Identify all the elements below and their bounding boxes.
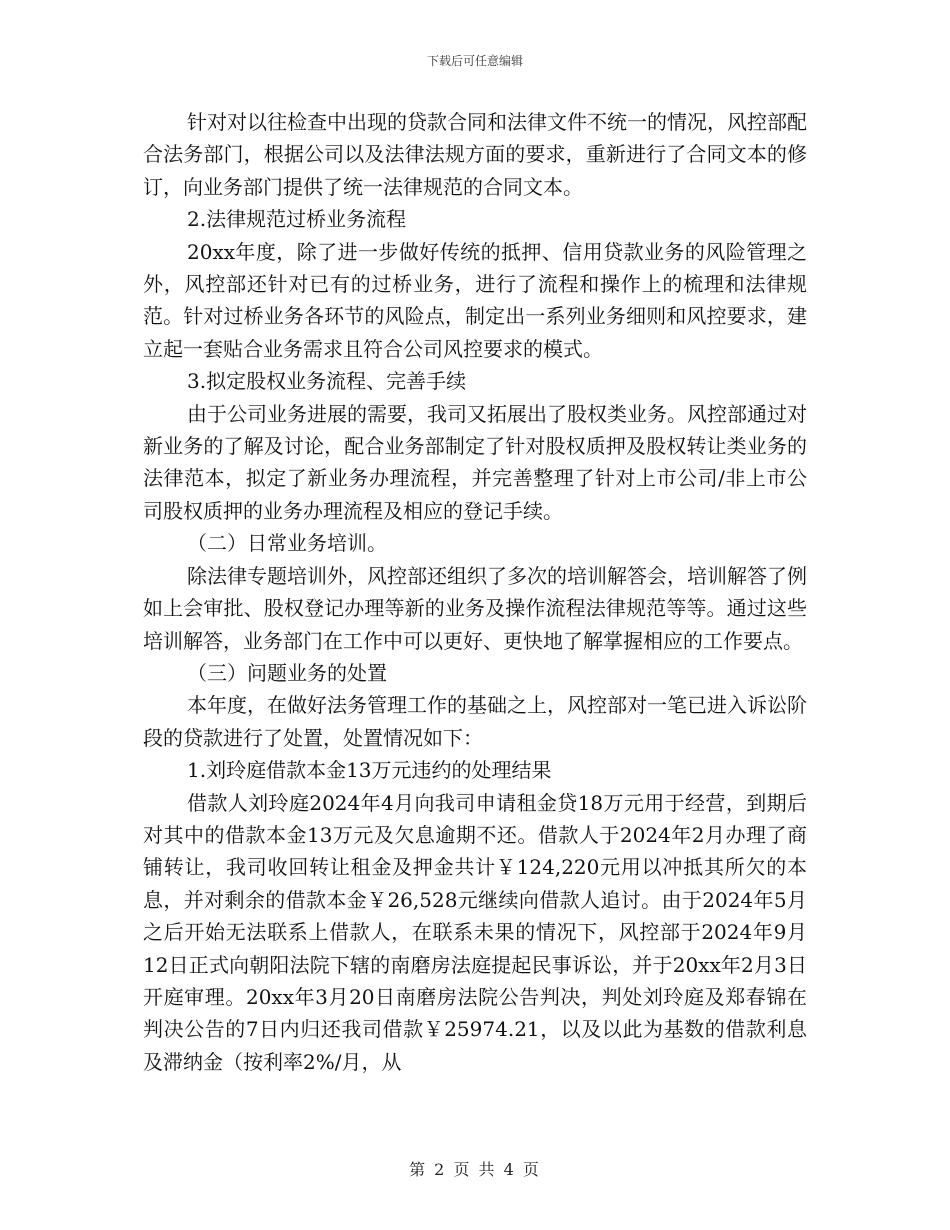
paragraph: 由于公司业务进展的需要，我司又拓展出了股权类业务。风控部通过对新业务的了解及讨论，配合业务部制定了针对股权质押及股权转让类业务的法律范本，拟定了新业务办理流程，并完善整理了针对上市公司/非上市公司股权质押的业务办理流程及相应的登记手续。 (143, 401, 807, 523)
paragraph: 借款人刘玲庭2024年4月向我司申请租金贷18万元用于经营，到期后对其中的借款本金13万元及欠息逾期不还。借款人于2024年2月办理了商铺转让，我司收回转让租金及押金共计￥124,220元用以冲抵其所欠的本息，并对剩余的借款本金￥26,528元继续向借款人追讨。由于2024年5月之后开始无法联系上借款人，在联系未果的情况下，风控部于2024年9月12日正式向朝阳法院下辖的南磨房法庭提起民事诉讼，并于20xx年2月3日开庭审理。20xx年3月20日南磨房法院公告判决，判处刘玲庭及郑春锦在判决公告的7日内归还我司借款￥25974.21，以及以此为基数的借款利息及滞纳金（按利率2%/月，从 (143, 790, 807, 1074)
paragraph: 除法律专题培训外，风控部还组织了多次的培训解答会，培训解答了例如上会审批、股权登记办理等新的业务及操作流程法律规范等等。通过这些培训解答，业务部门在工作中可以更好、更快地了解掌握相应的工作要点。 (143, 563, 807, 653)
paragraph: 20xx年度，除了进一步做好传统的抵押、信用贷款业务的风险管理之外，风控部还针对已有的过桥业务，进行了流程和操作上的梳理和法律规范。针对过桥业务各环节的风险点，制定出一系列业务细则和风控要求，建立起一套贴合业务需求且符合公司风控要求的模式。 (143, 239, 807, 361)
section-heading: 1.刘玲庭借款本金13万元违约的处理结果 (187, 758, 552, 783)
section-heading: （三）问题业务的处置 (187, 660, 387, 685)
section-heading: 2.法律规范过桥业务流程 (187, 207, 407, 232)
section-heading: 3.拟定股权业务流程、完善手续 (187, 369, 467, 394)
paragraph: 针对对以往检查中出现的贷款合同和法律文件不统一的情况，风控部配合法务部门，根据公司以及法律法规方面的要求，重新进行了合同文本的修订，向业务部门提供了统一法律规范的合同文本。 (143, 110, 807, 199)
page-header: 下载后可任意编辑 (426, 54, 523, 68)
paragraph: 本年度，在做好法务管理工作的基础之上，风控部对一笔已进入诉讼阶段的贷款进行了处置，处置情况如下： (143, 693, 807, 750)
section-heading: （二）日常业务培训。 (187, 531, 387, 556)
document-body (143, 106, 807, 1078)
page-number-footer: 第 2 页 共 4 页 (409, 1160, 541, 1179)
